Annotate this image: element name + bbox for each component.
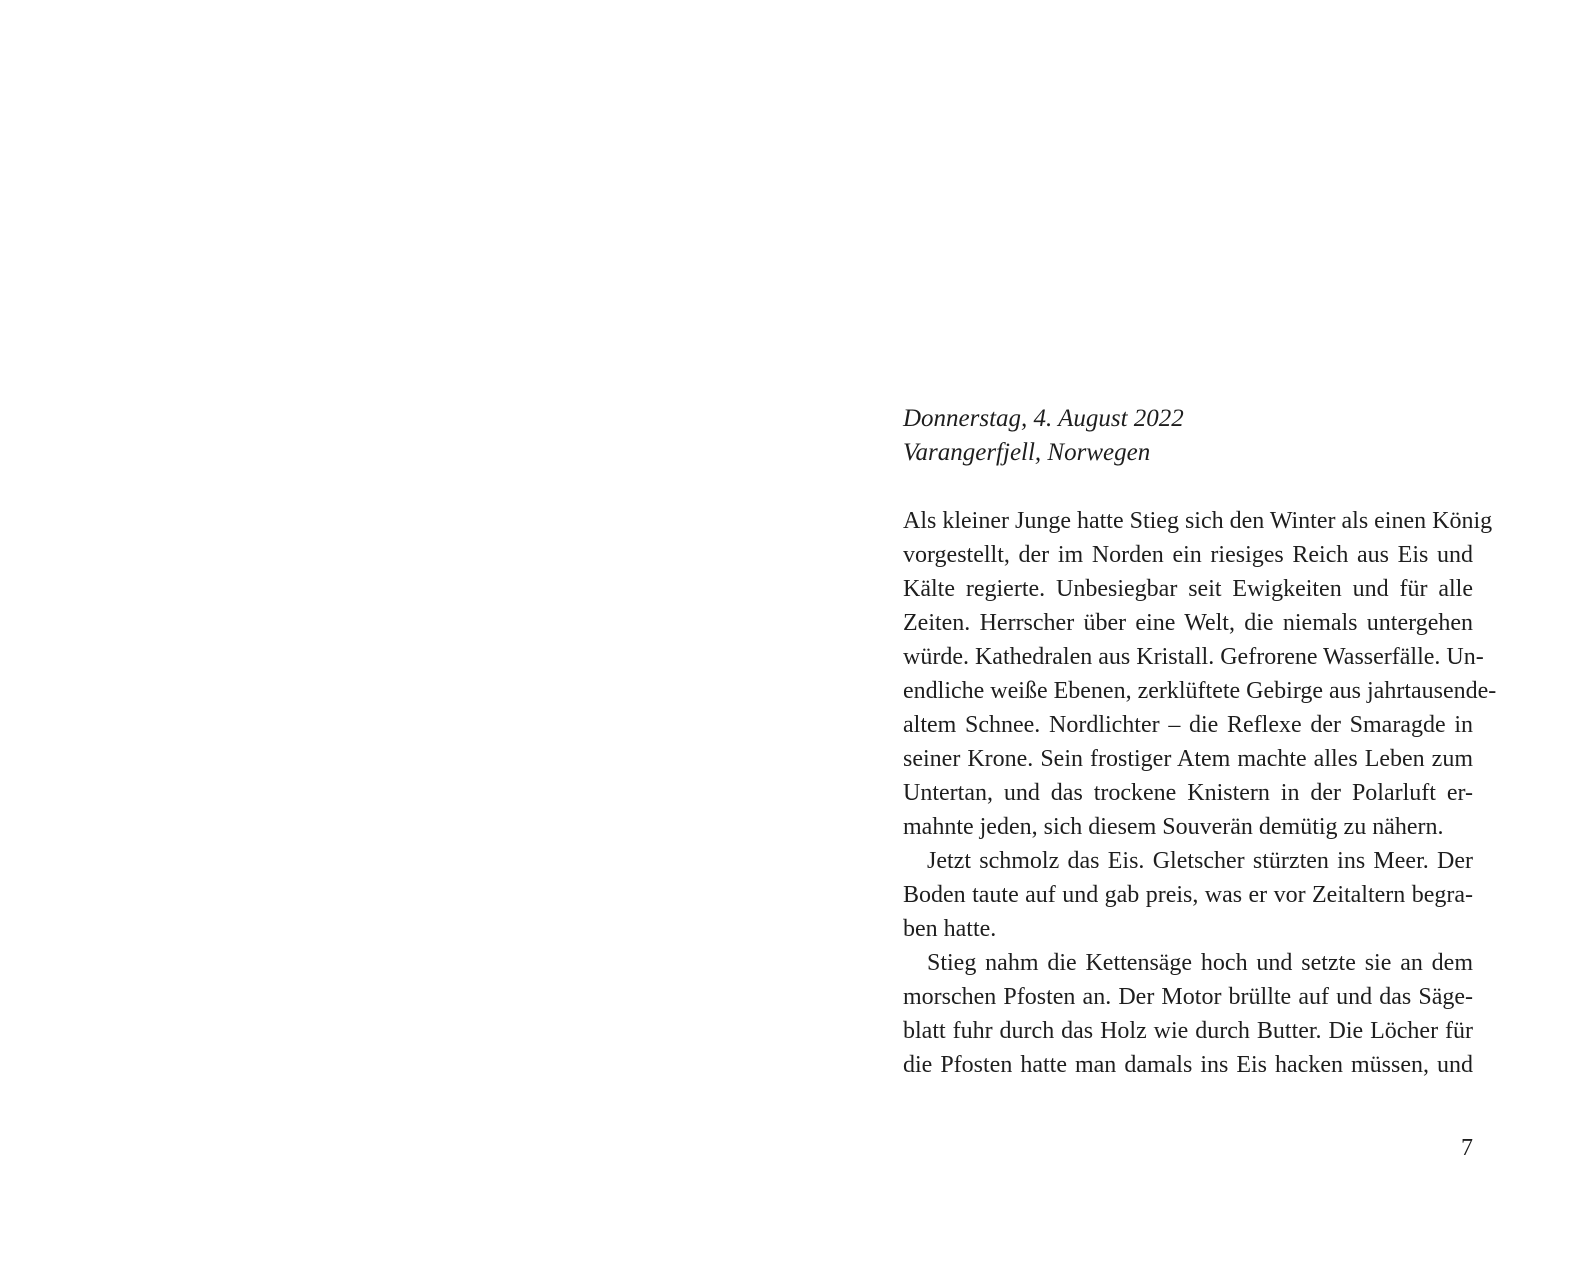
text-line: Kälte regierte. Unbesiegbar seit Ewigkeiten und für alle [903, 576, 1473, 602]
heading-date: Donnerstag, 4. August 2022 [903, 405, 1184, 432]
text-line: endliche weiße Ebenen, zerklüftete Gebirge aus jahrtausende- [903, 678, 1497, 704]
text-line: Boden taute auf und gab preis, was er vor Zeitaltern begra- [903, 882, 1473, 908]
text-line: die Pfosten hatte man damals ins Eis hacken müssen, und [903, 1052, 1473, 1078]
text-line: würde. Kathedralen aus Kristall. Gefrorene Wasserfälle. Un- [903, 644, 1484, 670]
chapter-heading [903, 402, 1503, 470]
text-line: mahnte jeden, sich diesem Souverän demütig zu nähern. [903, 814, 1444, 840]
left-page-blank [0, 0, 797, 1270]
page-number: 7 [1461, 1135, 1473, 1161]
right-page [797, 0, 1595, 1270]
text-line: Jetzt schmolz das Eis. Gletscher stürzten ins Meer. Der [927, 848, 1473, 874]
text-line: Als kleiner Junge hatte Stieg sich den Winter als einen König [903, 508, 1493, 534]
text-line: blatt fuhr durch das Holz wie durch Butter. Die Löcher für [903, 1018, 1473, 1044]
text-line: morschen Pfosten an. Der Motor brüllte auf und das Säge- [903, 984, 1473, 1010]
heading-place: Varangerfjell, Norwegen [903, 439, 1151, 466]
text-line: Untertan, und das trockene Knistern in der Polarluft er- [903, 780, 1473, 806]
text-line: Zeiten. Herrscher über eine Welt, die niemals untergehen [903, 610, 1473, 636]
text-line: Stieg nahm die Kettensäge hoch und setzte sie an dem [927, 950, 1473, 976]
text-line: vorgestellt, der im Norden ein riesiges Reich aus Eis und [903, 542, 1473, 568]
text-line: altem Schnee. Nordlichter – die Reflexe der Smaragde in [903, 712, 1473, 738]
body-text [903, 504, 1497, 1082]
text-line: seiner Krone. Sein frostiger Atem machte alles Leben zum [903, 746, 1473, 772]
text-line: ben hatte. [903, 916, 997, 942]
